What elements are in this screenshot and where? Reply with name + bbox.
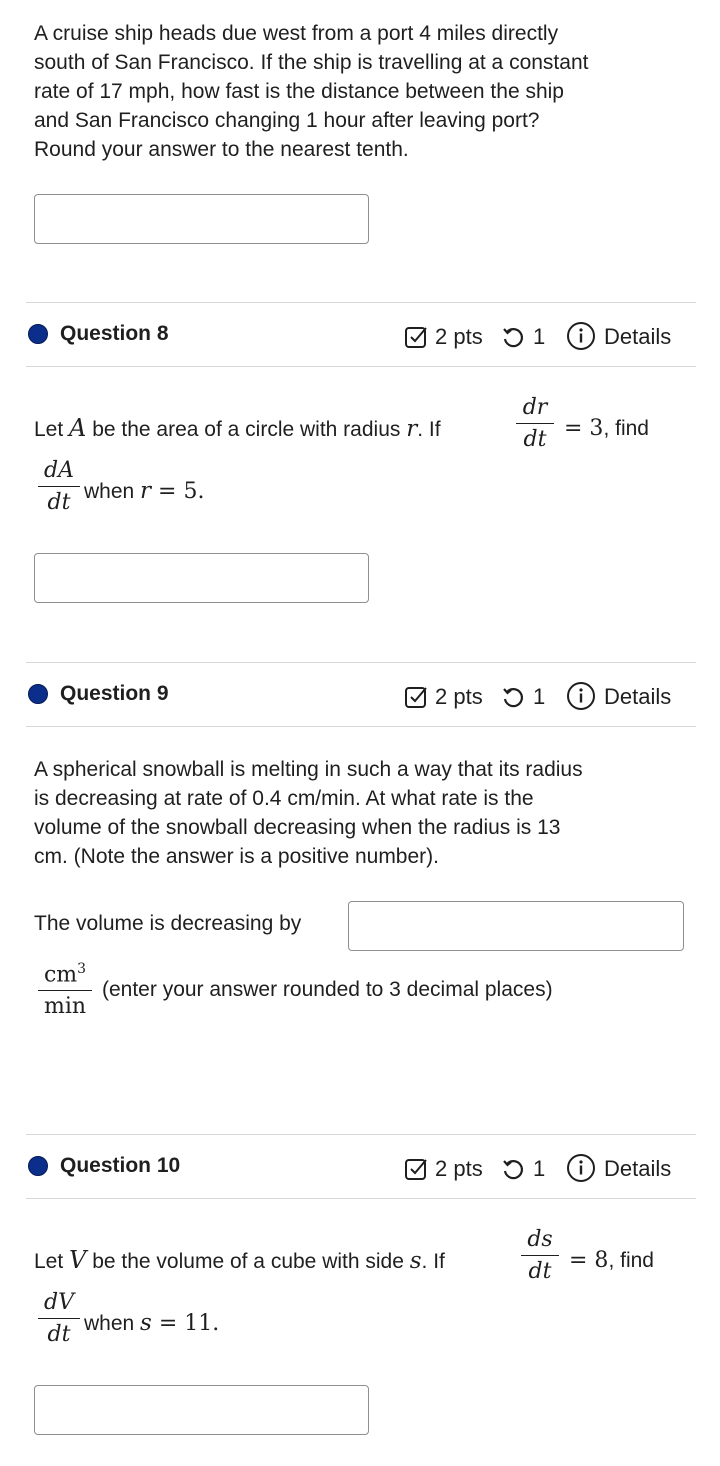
fraction-ds-dt	[521, 1225, 559, 1288]
divider	[26, 1134, 696, 1135]
math-var: A	[69, 414, 87, 442]
fraction-denominator: dt	[523, 427, 547, 452]
math-var: s	[140, 1310, 152, 1336]
question-10-points: 2 pts	[435, 1156, 483, 1181]
math-var: s	[409, 1248, 422, 1274]
fraction-numerator	[38, 954, 92, 990]
question-10-status-dot	[28, 1156, 48, 1176]
text: . If	[417, 418, 441, 441]
divider	[26, 366, 696, 367]
divider	[26, 726, 696, 727]
question-9-details-link[interactable]: Details	[604, 684, 672, 709]
question-10-text-line1	[34, 1246, 445, 1276]
question-7-line: south of San Francisco. If the ship is travelling at a constant	[34, 51, 589, 74]
question-8-attempts: 1	[533, 324, 546, 349]
fraction-dV-dt	[38, 1288, 80, 1351]
math-var: V	[69, 1246, 87, 1274]
question-9-answer-input[interactable]	[348, 901, 684, 951]
equation-value	[569, 1246, 654, 1275]
text: Let	[34, 418, 70, 441]
fraction-denominator: dt	[47, 490, 71, 515]
text: be the area of a circle with radius	[86, 418, 407, 441]
question-9-status-dot	[28, 684, 48, 704]
fraction-denominator: dt	[47, 1322, 71, 1347]
retry-icon	[501, 325, 525, 349]
divider	[26, 302, 696, 303]
unit-cm: cm	[43, 962, 78, 988]
question-9-title: Question 9	[60, 682, 169, 705]
question-9-line: is decreasing at rate of 0.4 cm/min. At what rate is the	[34, 787, 534, 810]
question-7-text	[34, 19, 694, 164]
divider	[26, 1198, 696, 1199]
math-eq: = 11.	[151, 1311, 220, 1336]
retry-icon	[501, 1157, 525, 1181]
fraction-numerator: dA	[44, 458, 74, 483]
text: Let	[34, 1250, 70, 1273]
text: , find	[608, 1249, 654, 1272]
fraction-numerator: dr	[522, 395, 548, 420]
text: when	[84, 480, 141, 503]
math-eq: = 3	[564, 416, 604, 441]
text: be the volume of a cube with side	[86, 1250, 410, 1273]
retry-icon	[501, 685, 525, 709]
question-8-text-line1	[34, 414, 441, 444]
question-7-answer-input[interactable]	[34, 194, 369, 244]
question-8-points: 2 pts	[435, 324, 483, 349]
question-7-line: Round your answer to the nearest tenth.	[34, 138, 409, 161]
question-7-line: and San Francisco changing 1 hour after leaving port?	[34, 109, 540, 132]
question-10-text-line2	[84, 1309, 219, 1338]
unit-exponent: 3	[77, 961, 87, 977]
fraction-dr-dt	[516, 393, 554, 456]
equation-value	[564, 414, 649, 443]
divider	[26, 662, 696, 663]
question-8-text-line2	[84, 477, 204, 506]
text: , find	[603, 417, 649, 440]
text: when	[84, 1312, 141, 1335]
edit-checkbox-icon	[404, 325, 428, 349]
question-9-prompt: The volume is decreasing by	[34, 912, 302, 935]
question-10-answer-input[interactable]	[34, 1385, 369, 1435]
math-var: r	[406, 416, 418, 442]
math-eq: = 8	[569, 1248, 609, 1273]
question-9-points: 2 pts	[435, 684, 483, 709]
info-icon[interactable]	[566, 321, 596, 351]
text: . If	[421, 1250, 445, 1273]
fraction-denominator: dt	[528, 1259, 552, 1284]
question-8-title: Question 8	[60, 322, 169, 345]
fraction-denominator: min	[43, 994, 87, 1020]
fraction-numerator: dV	[44, 1290, 74, 1315]
question-9-line: A spherical snowball is melting in such a way that its radius	[34, 758, 583, 781]
unit-fraction-cm3-per-min	[38, 954, 92, 1023]
question-7-line: A cruise ship heads due west from a port 4 miles directly	[34, 22, 559, 45]
fraction-dA-dt	[38, 456, 80, 519]
edit-checkbox-icon	[404, 1157, 428, 1181]
edit-checkbox-icon	[404, 685, 428, 709]
question-10-details-link[interactable]: Details	[604, 1156, 672, 1181]
question-10-title: Question 10	[60, 1154, 181, 1177]
info-icon[interactable]	[566, 681, 596, 711]
question-10-attempts: 1	[533, 1156, 546, 1181]
fraction-numerator: ds	[527, 1227, 553, 1252]
question-9-line: volume of the snowball decreasing when the radius is 13	[34, 816, 561, 839]
question-8-details-link[interactable]: Details	[604, 324, 672, 349]
question-9-line: cm. (Note the answer is a positive number).	[34, 845, 439, 868]
math-eq: = 5.	[151, 479, 205, 504]
question-9-attempts: 1	[533, 684, 546, 709]
math-var: r	[140, 478, 152, 504]
question-8-answer-input[interactable]	[34, 553, 369, 603]
question-9-hint: (enter your answer rounded to 3 decimal places)	[102, 978, 553, 1001]
question-8-status-dot	[28, 324, 48, 344]
info-icon[interactable]	[566, 1153, 596, 1183]
question-7-line: rate of 17 mph, how fast is the distance between the ship	[34, 80, 564, 103]
question-9-text	[34, 755, 694, 871]
